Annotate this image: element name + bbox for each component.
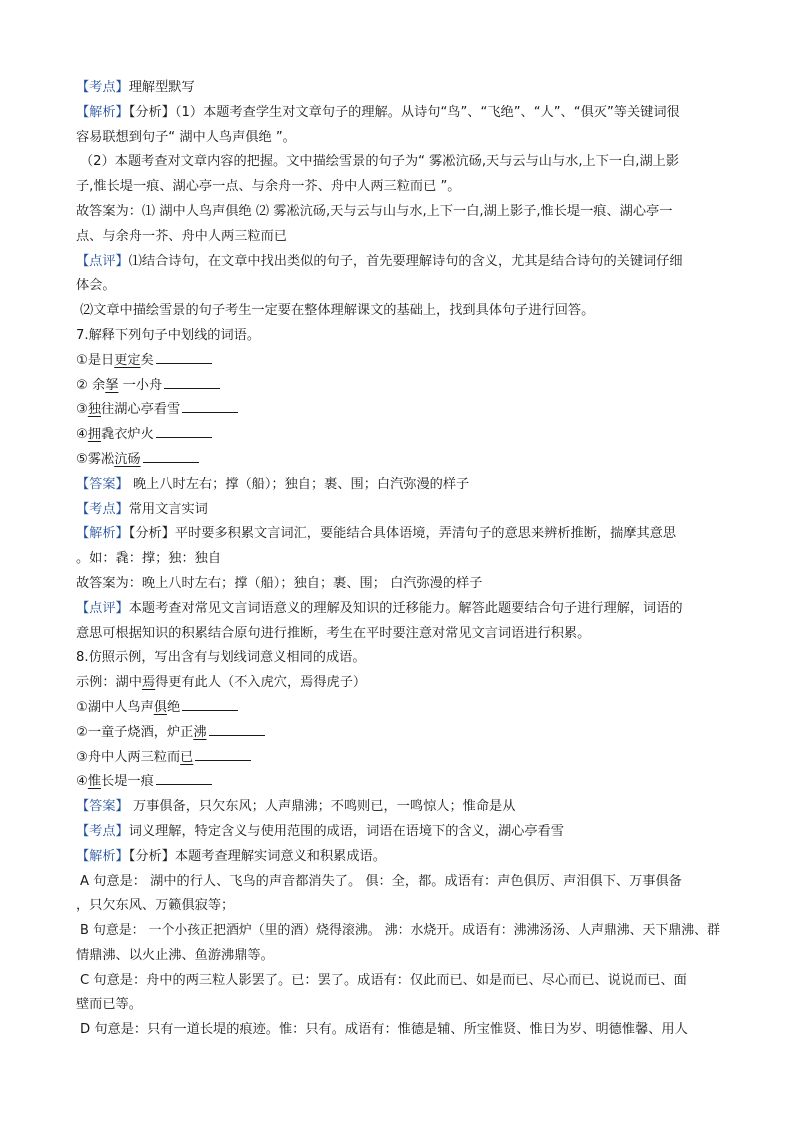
q7-item-1-underlined: 更定: [114, 352, 141, 368]
q8-item-1-pre: ①湖中人鸟声: [76, 699, 154, 715]
answer-7: 故答案为：晚上八时左右；撑（船）；独自；裹、围； 白汽弥漫的样子: [76, 575, 483, 591]
q8-item-1: [76, 696, 720, 721]
fenxi-tag: 【分析】: [128, 104, 175, 120]
kaodian-tag: 【考点】: [76, 823, 129, 839]
q8-item-4-post: 长堤一痕: [101, 774, 154, 790]
answer-blank[interactable]: [143, 448, 199, 463]
kaodian-tag: 【考点】: [76, 80, 129, 95]
q7-item-1: [76, 349, 720, 374]
dianping-text: 本题考查对常见文言词语意义的理解及知识的迁移能力。解答此题要结合句子进行理解，词语的: [128, 600, 683, 616]
kaodian-line-6: [76, 76, 720, 101]
q8-item-3-underlined: 已: [180, 749, 194, 765]
q8-item-2-pre: ②一童子烧酒，炉正: [76, 724, 194, 740]
question-8-title: 8.仿照示例，写出含有与划线词意义相同的成语。: [76, 650, 366, 666]
option-a-line1: A 句意是： 湖中的行人、飞鸟的声音都消失了。 俱：全，都。成语有：声色俱厉、声泪俱下、万事俱备: [80, 873, 682, 889]
kaodian-text: 常用文言实词: [128, 501, 208, 517]
option-c-line1: C 句意是：舟中的两三粒人影罢了。已：罢了。成语有：仅此而已、如是而已、尽心而已、说说而已、面: [80, 972, 687, 988]
answer-blank[interactable]: [182, 398, 238, 413]
q8-example: [76, 671, 720, 696]
q7-item-1-post: 矣: [140, 352, 154, 368]
daan-line-8: [76, 795, 720, 820]
answer-blank[interactable]: [156, 423, 212, 438]
option-a-line2: ，只欠东风、万籁俱寂等；: [76, 898, 235, 914]
q7-item-3-pre: ③: [76, 402, 88, 418]
q7-item-2: [76, 374, 720, 399]
q7-item-3-underlined: 独: [87, 402, 102, 418]
option-c-line2: 壁而已等。: [76, 997, 142, 1013]
daan-tag: 【答案】: [76, 476, 129, 492]
kaodian-text: 词义理解，特定含义与使用范围的成语，词语在语境下的含义，湖心亭看雪: [128, 823, 564, 839]
q7-item-5-pre: ⑤雾凇: [76, 451, 115, 467]
jiexi-line-8: [76, 845, 720, 870]
jiexi-text: 本题考查理解实词意义和积累成语。: [174, 848, 386, 864]
answer-blank[interactable]: [156, 770, 212, 785]
kaodian-line-7: [76, 498, 720, 523]
daan-text: 晚上八时左右；撑（船）；独自；裹、围；白汽弥漫的样子: [128, 476, 470, 492]
q8-item-3: [76, 746, 720, 771]
dianping-tag: 【点评】: [76, 253, 129, 269]
dianping-cont-6: 体会。: [76, 278, 116, 294]
option-b-line2: 情鼎沸、以火止沸、鱼游沸鼎等。: [76, 947, 274, 963]
answer-blank[interactable]: [209, 721, 265, 736]
jiexi-text: 平时要多积累文言词汇，要能结合具体语境，弄清句子的意思来辨析推断，揣摩其意思: [174, 526, 677, 542]
analysis-2-line2: 子,惟长堤一痕、湖心亭一点、与余舟一芥、舟中人两三粒而已 ”。: [76, 179, 461, 195]
jiexi-tag: 【解析】: [76, 104, 129, 120]
q7-item-2-underlined: 拏: [105, 377, 119, 393]
analysis-2-line1: （2）本题考查对文章内容的把握。文中描绘雪景的句子为“ 雾凇沆砀,天与云与山与水,上下一白,湖上影: [80, 154, 680, 170]
dianping-2-6: ⑵文章中描绘雪景的句子考生一定要在整体理解课文的基础上，找到具体句子进行回答。: [80, 303, 595, 319]
q7-item-5-underlined: 沆砀: [114, 451, 141, 467]
fenxi-tag: 【分析】: [128, 848, 175, 864]
q7-item-2-post: 一小舟: [118, 377, 163, 393]
answer-blank[interactable]: [164, 374, 220, 389]
kaodian-text: 理解型默写: [128, 80, 195, 95]
jiexi-cont-7: 。如：毳：撑；独：独自: [76, 551, 222, 567]
fenxi-tag: 【分析】: [128, 526, 175, 542]
jiexi-cont-6: 容易联想到句子“ 湖中人鸟声俱绝 ”。: [76, 129, 296, 145]
dianping-text: ⑴结合诗句，在文章中找出类似的句子，首先要理解诗句的含义，尤其是结合诗句的关键词仔细: [128, 253, 683, 269]
jiexi-line-6: [76, 101, 720, 126]
q7-item-4-post: 毳衣炉火: [101, 427, 154, 443]
q8-item-2-underlined: 沸: [193, 724, 207, 740]
q7-item-1-pre: ①是日: [76, 352, 115, 368]
kaodian-line-8: [76, 820, 720, 845]
daan-line-7: [76, 473, 720, 498]
answer-blank[interactable]: [156, 349, 212, 364]
answer-blank[interactable]: [182, 696, 238, 711]
q8-item-2: [76, 721, 720, 746]
q8-item-4-underlined: 惟: [87, 774, 102, 790]
q8-example-pre: 示例：湖中: [76, 675, 142, 691]
jiexi-text: （1）本题考查学生对文章句子的理解。从诗句“鸟”、“飞绝”、“人”、“俱灭”等关键词很: [174, 104, 680, 120]
dianping-line-7: [76, 597, 720, 622]
answer-6-line1: 故答案为：⑴ 湖中人鸟声俱绝 ⑵ 雾凇沆砀,天与云与山与水,上下一白,湖上影子,惟长堤一痕、湖心亭一: [76, 203, 673, 219]
q7-item-3-post: 往湖心亭看雪: [101, 402, 181, 418]
dianping-line-6: [76, 250, 720, 275]
option-b-line1: B 句意是： 一个小孩正把酒炉（里的酒）烧得滚沸。 沸：水烧开。成语有：沸沸汤汤、人声鼎沸、天下鼎沸、群: [80, 923, 720, 939]
jiexi-tag: 【解析】: [76, 848, 129, 864]
q7-item-4: [76, 423, 720, 448]
dianping-cont-7: 意思可根据知识的积累结合原句进行推断，考生在平时要注意对常见文言词语进行积累。: [76, 625, 591, 641]
daan-tag: 【答案】: [76, 799, 129, 815]
q7-item-3: [76, 398, 720, 423]
q8-example-underlined: 焉: [141, 675, 156, 691]
q8-item-4: [76, 770, 720, 795]
daan-text: 万事俱备，只欠东风；人声鼎沸；不鸣则已，一鸣惊人；惟命是从: [128, 799, 516, 815]
answer-6-line2: 点、与余舟一芥、舟中人两三粒而已: [76, 228, 287, 244]
question-7-title: 7.解释下列句子中划线的词语。: [76, 327, 261, 343]
q7-item-4-pre: ④: [76, 427, 88, 443]
q7-item-4-underlined: 拥: [87, 427, 102, 443]
dianping-tag: 【点评】: [76, 600, 129, 616]
q8-example-post: 得更有此人（不入虎穴，焉得虎子）: [155, 675, 367, 691]
q8-item-1-post: 绝: [166, 699, 181, 715]
option-d-line1: D 句意是：只有一道长堤的痕迹。惟：只有。成语有：惟德是辅、所宝惟贤、惟日为岁、明德惟馨、用人: [80, 1022, 688, 1038]
jiexi-line-7: [76, 522, 720, 547]
q8-item-1-underlined: 俱: [153, 699, 167, 715]
answer-blank[interactable]: [195, 746, 251, 761]
kaodian-tag: 【考点】: [76, 501, 129, 517]
q7-item-2-pre: ② 余: [76, 377, 106, 393]
q8-item-3-pre: ③舟中人两三粒而: [76, 749, 181, 765]
jiexi-tag: 【解析】: [76, 526, 129, 542]
q8-item-4-pre: ④: [76, 774, 88, 790]
q7-item-5: [76, 448, 720, 473]
document-content: [76, 76, 720, 1043]
